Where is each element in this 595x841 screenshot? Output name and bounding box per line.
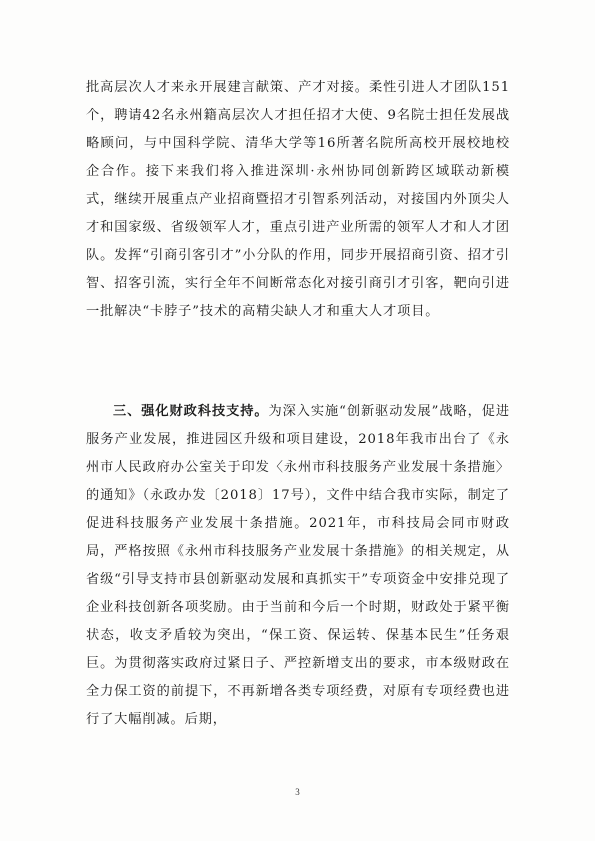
- section-paragraph-body: 为深入实施“创新驱动发展”战略，促进服务产业发展，推进园区升级和项目建设，2018年我市出台了《永州市人民政府办公室关于印发〈永州市科技服务产业发展十条措施〉的通知》（永政办发〔2018〕17号），文件中结合我市实际，制定了促进科技服务产业发展十条措施。2021年，市科技局会同市财政局，严格按照《永州市科技服务产业发展十条措施》的相关规定，从省级“引导支持市县创新驱动发展和真抓实干”专项资金中安排兑现了企业科技创新各项奖励。由于当前和今后一个时期，财政处于紧平衡状态，收支矛盾较为突出，“保工资、保运转、保基本民生”任务艰巨。为贯彻落实政府过紧日子、严控新增支出的要求，市本级财政在全力保工资的前提下，不再新增各类专项经费，对原有专项经费也进行了大幅削减。后期，: [86, 404, 510, 727]
- section-paragraph: [86, 398, 510, 734]
- page-number: 3: [295, 787, 300, 797]
- section-heading: 三、强化财政科技支持。: [113, 404, 269, 419]
- body-paragraph: 批高层次人才来永开展建言献策、产才对接。柔性引进人才团队151个，聘请42名永州籍高层次人才担任招才大使、9名院士担任发展战略顾问，与中国科学院、清华大学等16所著名院所高校开展校地校企合作。接下来我们将入推进深圳·永州协同创新跨区域联动新模式，继续开展重点产业招商暨招才引智系列活动，对接国内外顶尖人才和国家级、省级领军人才，重点引进产业所需的领军人才和人才团队。发挥“引商引客引才”小分队的作用，同步开展招商引资、招才引智、招客引流，实行全年不间断常态化对接引商引才引客，靶向引进一批解决“卡脖子”技术的高精尖缺人才和重大人才项目。: [86, 80, 510, 319]
